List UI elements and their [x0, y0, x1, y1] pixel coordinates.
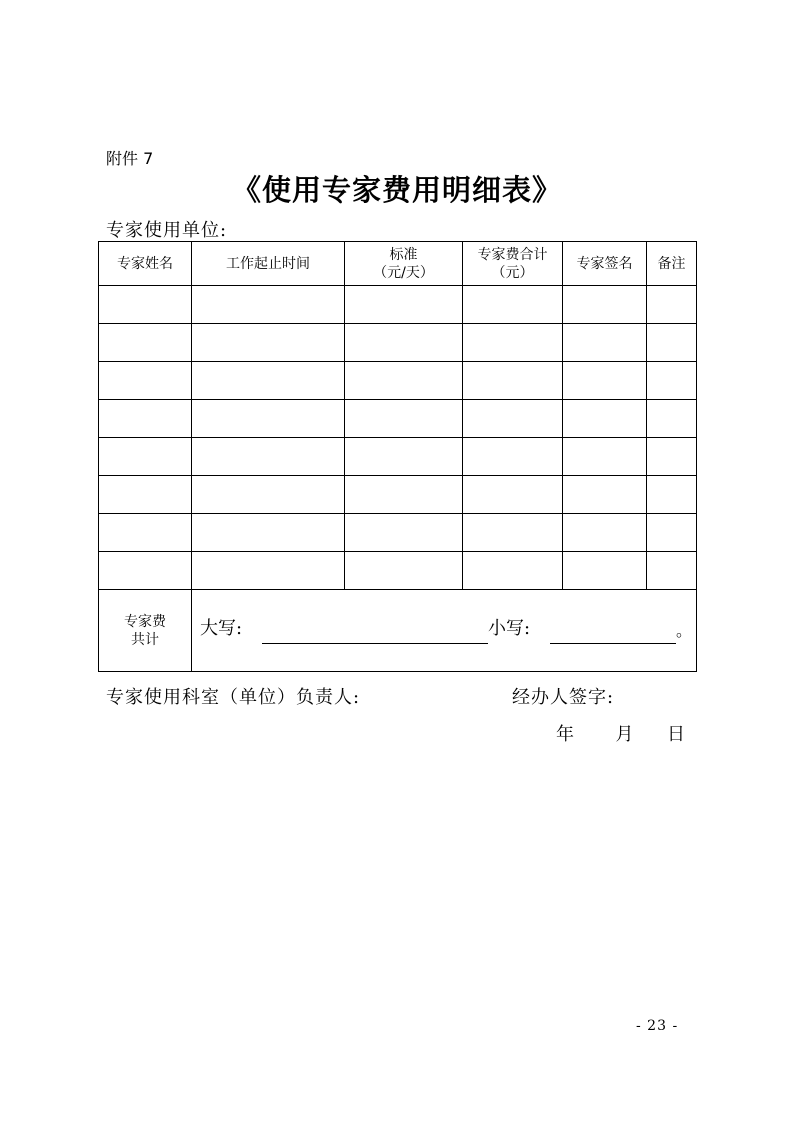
- cell-expert-name[interactable]: [99, 286, 192, 324]
- date-year: 年: [556, 724, 574, 745]
- uppercase-amount-field[interactable]: [262, 643, 488, 644]
- expense-detail-table: [98, 241, 697, 672]
- cell-remarks[interactable]: [647, 286, 697, 324]
- table-row: [99, 514, 697, 552]
- cell-expert-name[interactable]: [99, 400, 192, 438]
- cell-standard-rate[interactable]: [345, 324, 463, 362]
- cell-fee-total[interactable]: [463, 438, 563, 476]
- unit-label: 专家使用单位:: [106, 220, 228, 241]
- cell-remarks[interactable]: [647, 514, 697, 552]
- header-expert-name: 专家姓名: [99, 242, 192, 286]
- cell-standard-rate[interactable]: [345, 552, 463, 590]
- table-row: [99, 552, 697, 590]
- cell-expert-signature[interactable]: [563, 552, 647, 590]
- cell-fee-total[interactable]: [463, 476, 563, 514]
- cell-work-period[interactable]: [192, 286, 345, 324]
- document-title: 《使用专家费用明细表》: [231, 173, 562, 207]
- total-amount-cell: [192, 590, 697, 672]
- total-label-line2: 共计: [131, 631, 159, 648]
- cell-expert-signature[interactable]: [563, 476, 647, 514]
- uppercase-amount-label: 大写:: [200, 618, 243, 639]
- cell-standard-rate[interactable]: [345, 362, 463, 400]
- lowercase-amount-field[interactable]: [550, 643, 676, 644]
- cell-fee-total[interactable]: [463, 514, 563, 552]
- cell-expert-signature[interactable]: [563, 400, 647, 438]
- cell-remarks[interactable]: [647, 552, 697, 590]
- cell-expert-name[interactable]: [99, 324, 192, 362]
- table-row: [99, 286, 697, 324]
- cell-expert-name[interactable]: [99, 476, 192, 514]
- date-day: 日: [666, 724, 685, 745]
- end-mark: 。: [676, 621, 693, 640]
- cell-work-period[interactable]: [192, 362, 345, 400]
- cell-expert-signature[interactable]: [563, 286, 647, 324]
- dept-responsible-label: 专家使用科室（单位）负责人:: [106, 687, 361, 708]
- cell-remarks[interactable]: [647, 362, 697, 400]
- table-header-row: [99, 242, 697, 286]
- handler-signature-label: 经办人签字:: [512, 687, 615, 708]
- cell-fee-total[interactable]: [463, 400, 563, 438]
- cell-expert-name[interactable]: [99, 362, 192, 400]
- cell-expert-name[interactable]: [99, 438, 192, 476]
- cell-work-period[interactable]: [192, 476, 345, 514]
- cell-standard-rate[interactable]: [345, 514, 463, 552]
- cell-remarks[interactable]: [647, 476, 697, 514]
- cell-expert-signature[interactable]: [563, 362, 647, 400]
- cell-fee-total[interactable]: [463, 324, 563, 362]
- date-line: [556, 720, 685, 746]
- cell-work-period[interactable]: [192, 514, 345, 552]
- cell-standard-rate[interactable]: [345, 286, 463, 324]
- table-row: [99, 362, 697, 400]
- attachment-label: 附件 7: [106, 149, 154, 168]
- cell-expert-name[interactable]: [99, 514, 192, 552]
- header-standard-rate: 标准 （元/天）: [345, 242, 463, 286]
- cell-standard-rate[interactable]: [345, 476, 463, 514]
- page-number: - 23 -: [636, 1018, 679, 1034]
- header-expert-signature: 专家签名: [563, 242, 647, 286]
- cell-remarks[interactable]: [647, 400, 697, 438]
- total-label-line1: 专家费: [124, 613, 166, 630]
- cell-work-period[interactable]: [192, 324, 345, 362]
- table-row: [99, 324, 697, 362]
- table-row: [99, 476, 697, 514]
- cell-fee-total[interactable]: [463, 552, 563, 590]
- cell-expert-signature[interactable]: [563, 438, 647, 476]
- header-remarks: 备注: [647, 242, 697, 286]
- header-fee-total: 专家费合计 （元）: [463, 242, 563, 286]
- cell-standard-rate[interactable]: [345, 400, 463, 438]
- total-label-cell: [99, 590, 192, 672]
- date-month: 月: [615, 724, 634, 745]
- header-work-period: 工作起止时间: [192, 242, 345, 286]
- cell-work-period[interactable]: [192, 552, 345, 590]
- cell-fee-total[interactable]: [463, 286, 563, 324]
- cell-work-period[interactable]: [192, 400, 345, 438]
- table-row: [99, 400, 697, 438]
- cell-expert-name[interactable]: [99, 552, 192, 590]
- lowercase-amount-label: 小写:: [488, 618, 531, 639]
- cell-fee-total[interactable]: [463, 362, 563, 400]
- table-row: [99, 438, 697, 476]
- cell-remarks[interactable]: [647, 438, 697, 476]
- cell-expert-signature[interactable]: [563, 324, 647, 362]
- cell-remarks[interactable]: [647, 324, 697, 362]
- cell-standard-rate[interactable]: [345, 438, 463, 476]
- cell-work-period[interactable]: [192, 438, 345, 476]
- cell-expert-signature[interactable]: [563, 514, 647, 552]
- total-row: [99, 590, 697, 672]
